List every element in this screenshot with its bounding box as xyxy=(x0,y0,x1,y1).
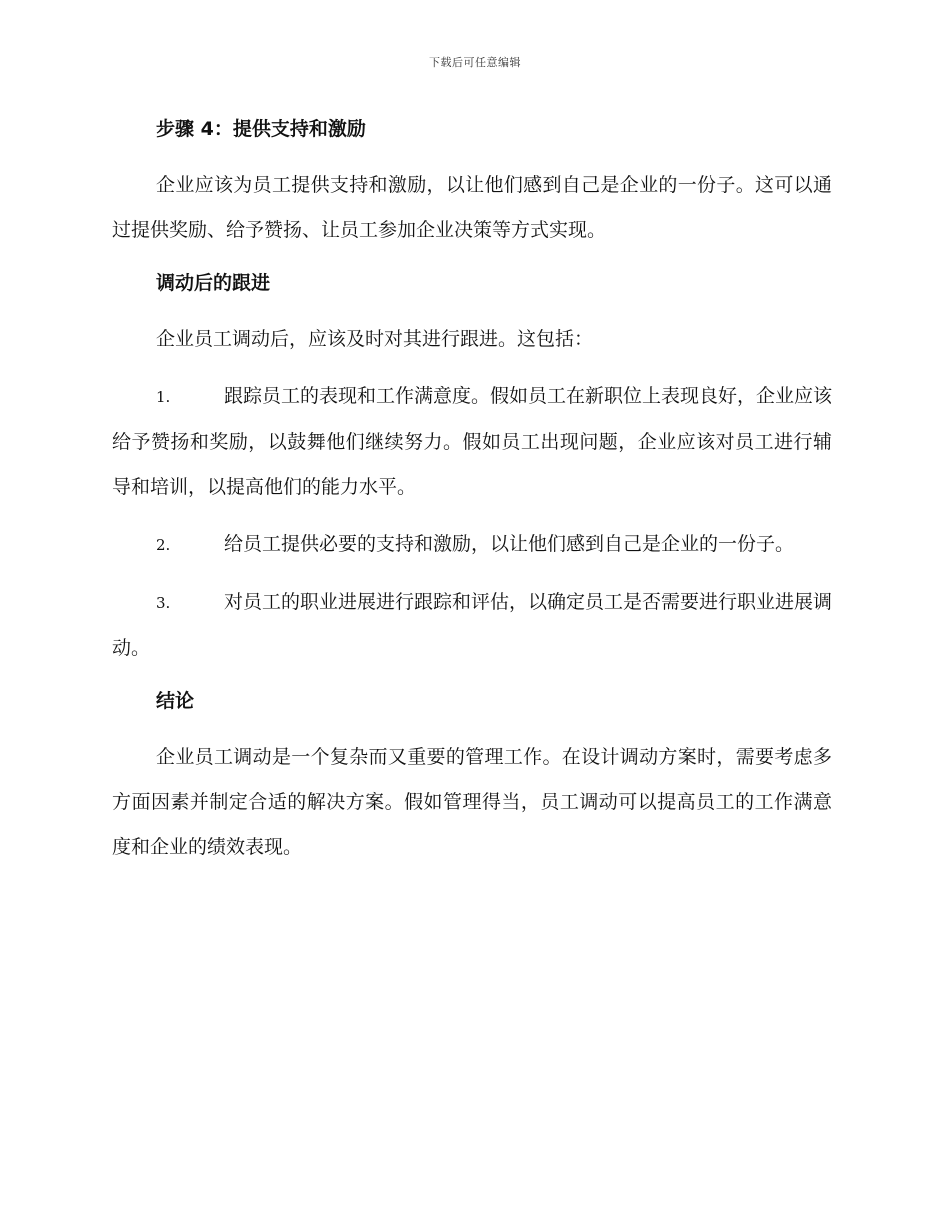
section-paragraph-step4: 企业应该为员工提供支持和激励，以让他们感到自己是企业的一份子。这可以通过提供奖励、给予赞扬、让员工参加企业决策等方式实现。 xyxy=(112,174,832,241)
list-item-number: 2. xyxy=(156,536,171,554)
list-item-number: 3. xyxy=(156,594,171,612)
list-item xyxy=(112,580,832,671)
section-paragraph-conclusion: 企业员工调动是一个复杂而又重要的管理工作。在设计调动方案时，需要考虑多方面因素并制定合适的解决方案。假如管理得当，员工调动可以提高员工的工作满意度和企业的绩效表现。 xyxy=(112,746,832,858)
list-item-text: 跟踪员工的表现和工作满意度。假如员工在新职位上表现良好，企业应该给予赞扬和奖励，以鼓舞他们继续努力。假如员工出现问题，企业应该对员工进行辅导和培训，以提高他们的能力水平。 xyxy=(112,385,833,498)
header-note: 下载后可任意编辑 xyxy=(429,56,521,69)
section-paragraph-followup: 企业员工调动后，应该及时对其进行跟进。这包括： xyxy=(156,328,594,350)
list-item xyxy=(112,374,832,510)
section-heading-conclusion: 结论 xyxy=(156,690,195,712)
list-item xyxy=(112,522,832,568)
document-body xyxy=(112,111,832,882)
list-item-text: 给员工提供必要的支持和激励，以让他们感到自己是企业的一份子。 xyxy=(224,533,795,555)
list-item-text: 对员工的职业进展进行跟踪和评估，以确定员工是否需要进行职业进展调动。 xyxy=(112,591,833,659)
section-heading-followup: 调动后的跟进 xyxy=(156,272,271,294)
list-item-number: 1. xyxy=(156,388,171,406)
section-heading-step4: 步骤 4：提供支持和激励 xyxy=(156,118,366,140)
